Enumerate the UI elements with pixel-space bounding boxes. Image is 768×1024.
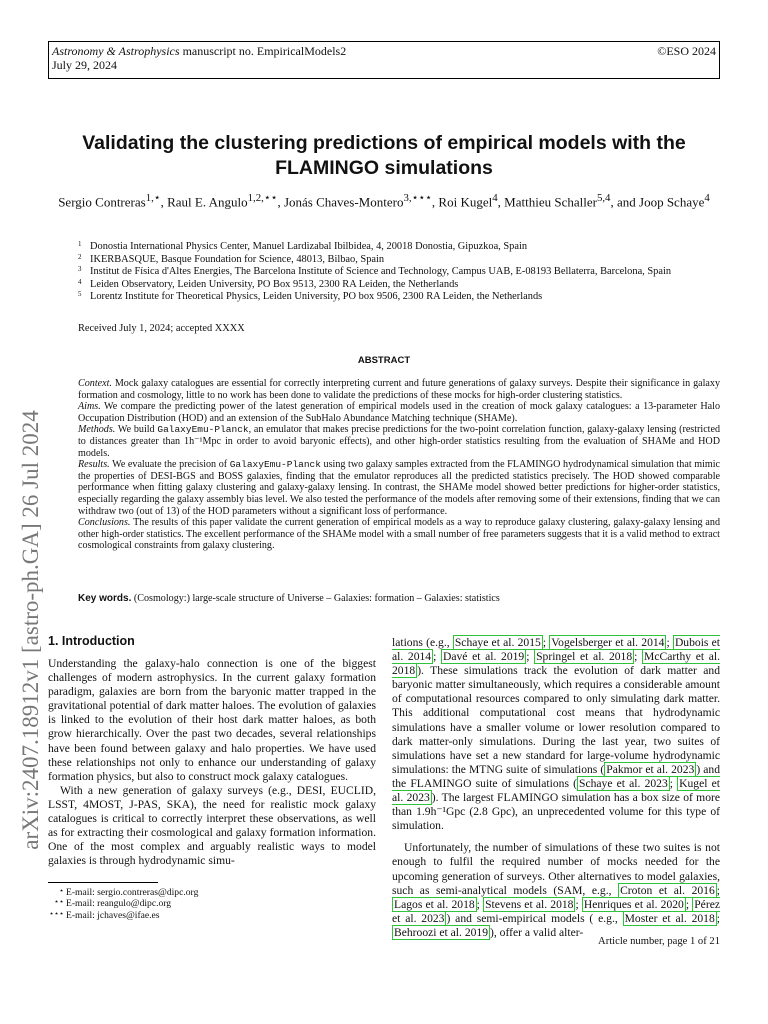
affiliation: 5 Lorentz Institute for Theoretical Physics, Leiden University, PO box 9506, 2300 RA Leiden, the Netherlands (78, 290, 543, 302)
citation-link[interactable]: Springel et al. 2018 (536, 650, 633, 664)
author-mark: 3,⋆⋆⋆ (403, 192, 432, 204)
column-right (392, 636, 720, 940)
author: Joop Schaye (639, 194, 705, 210)
author-mark: 1,⋆ (145, 192, 161, 204)
abstract-results: Results. We evaluate the precision of GalaxyEmu-Planck using two galaxy samples extracted from the FLAMINGO hydrodynamical simulation that mimic the properties of DESI-BGS and BOSS galaxies, finding that the emulator reproduces all the predicted statistics precisely. The HOD showed comparable performance when fitting galaxy clustering and galaxy-galaxy lensing. In contrast, the SHAMe model showed better predictions for higher-order statistics, especially regarding the galaxy assembly bias level. We also tested the performance of the models after removing some of their extensions, finding that we can withdraw two (out of 13) of the HOD parameters without a significant loss of performance. (78, 459, 721, 517)
affiliation: 2 IKERBASQUE, Basque Foundation for Science, 48013, Bilbao, Spain (78, 252, 385, 265)
header-journal (52, 44, 346, 72)
intro-paragraph: With a new generation of galaxy surveys (e.g., DESI, EUCLID, LSST, 4MOST, J-PAS, SKA), the need for realistic mock galaxy catalogues is critical to correctly interpret these observations, as well as for extracting their cosmological and galaxy formation information. One of the most complex and arguably realistic ways to model galaxies is through hydrodynamic simu- (48, 783, 376, 868)
affiliation: 1 Donostia International Physics Center, Manuel Lardizabal Ibilbidea, 4, 20018 Donostia, Gipuzkoa, Spain (78, 240, 528, 252)
footnote: ⋆⋆ E-mail: reangulo@dipc.org (53, 897, 172, 910)
citation-link[interactable]: Croton et al. 2016 (620, 883, 715, 897)
received-line: Received July 1, 2024; accepted XXXX (78, 323, 245, 334)
abstract-aims: Aims. We compare the predicting power of the latest generation of empirical models used in the creation of mock galaxy catalogues: a 13-parameter Halo Occupation Distribution (HOD) and an extension of the SubHalo Abundance Matching technique (SHAMe). (78, 401, 720, 424)
affiliations (78, 241, 720, 304)
intro-paragraph: lations (e.g., Schaye et al. 2015 ; Vogelsberger et al. 2014 ; Dubois et al. 2014 ; Davé et al. 2019 ; Springel et al. 2018 ; McCarthy et al. 2018 ). These simulations track the evolution of dark matter and baryonic matter simultaneously, which requires a considerable amount of computational resources compared to only simulating dark matter. This additional computational cost means that hydrodynamic simulations have a smaller volume or lower resolution compared to dark matter-only simulations. During the last year, two suites of simulations have set a new standard for large-volume hydrodynamic simulations: the MTNG suite of simulations ( Pakmor et al. 2023 ) and the FLAMINGO suite of simulations ( Schaye et al. 2023 ; Kugel et al. 2023 ). The largest FLAMINGO simulation has a box size of more than 1.9h⁻¹Gpc (2.8 Gpc), an unprecedented volume for this type of simulation. (392, 636, 721, 833)
section-heading: 1. Introduction (48, 634, 135, 648)
author-list: Sergio Contreras$^{1,⋆}$, Raul E. Angulo$^{1,2,⋆⋆}$, Jonás Chaves-Montero$^{3,⋆⋆⋆}$, Roi Kugel$^4$, Matthieu Schaller$^{5,4}$, and Joop Schaye$^4$ (58, 192, 710, 210)
author: Sergio Contreras (58, 194, 146, 210)
citation-link[interactable]: Schaye et al. 2023 (579, 776, 668, 790)
header-copyright: ©ESO 2024 (657, 44, 716, 58)
citation-link[interactable]: Davé et al. 2019 (442, 650, 525, 664)
abstract-context: Context. Mock galaxy catalogues are essential for correctly interpreting current and future generations of galaxy surveys. Despite their significance in galaxy formation and cosmology, little to no work has been done to validate the predictions of these mocks for high-order clustering statistics. (78, 378, 720, 401)
footnote: ⋆ E-mail: sergio.contreras@dipc.org (58, 886, 199, 898)
citation-link[interactable]: Henriques et al. 2020 (583, 897, 684, 911)
footnote: ⋆⋆⋆ E-mail: jchaves@ifae.es (48, 908, 160, 921)
header-date: July 29, 2024 (52, 58, 118, 72)
citation-link[interactable]: Moster et al. 2018 (624, 911, 715, 925)
author-mark: 4 (492, 192, 498, 204)
author-mark: 1,2,⋆⋆ (247, 192, 278, 204)
citation-link[interactable]: Pakmor et al. 2023 (606, 762, 695, 776)
citation-link[interactable]: Pérez et al. 2023 (392, 897, 720, 925)
keywords: Key words. (Cosmology:) large-scale structure of Universe – Galaxies: formation – Galaxies: statistics (78, 593, 500, 604)
citation-link[interactable]: Vogelsberger et al. 2014 (551, 636, 665, 649)
abstract-heading: ABSTRACT (357, 355, 411, 366)
citation-link[interactable]: Stevens et al. 2018 (485, 897, 574, 911)
citation-link[interactable]: Kugel et al. 2023 (392, 776, 720, 805)
intro-paragraph: Unfortunately, the number of simulations of these two suites is not enough to fulfil the required number of mocks needed for the upcoming generation of surveys. Other alternatives to model galaxies, such as semi-analytical models (SAM, e.g., Croton et al. 2016 ; Lagos et al. 2018 ; Stevens et al. 2018 ; Henriques et al. 2020 ; Pérez et al. 2023 ) and semi-empirical models ( e.g., Moster et al. 2018 ; Behroozi et al. 2019 ), offer a valid alter- (392, 841, 720, 939)
author-mark: 5,4 (596, 192, 611, 204)
abstract-conclusions: Conclusions. The results of this paper validate the current generation of empirical models as a way to reproduce galaxy clustering, galaxy-galaxy lensing and other high-order statistics. The excellent performance of the SHAMe model with a small number of free parameters suggests that it is a valid method to extract cosmological constraints from galaxy clustering. (78, 517, 720, 552)
citation-link[interactable]: Schaye et al. 2015 (454, 636, 541, 649)
abstract-methods: Methods. We build GalaxyEmu-Planck, an emulator that makes precise predictions for the two-point correlation function, galaxy-galaxy lensing (restricted to distances greater than 1h⁻¹Mpc in order to avoid baryonic effects), and other high-order statistics resulting from the evaluation of SHAMe and HOD models. (78, 424, 721, 459)
citation-link[interactable]: McCarthy et al. 2018 (392, 650, 720, 678)
affiliation: 3 Institut de Física d'Altes Energies, The Barcelona Institute of Science and Technology, Campus UAB, E-08193 Bellaterra, Barcelona, Spain (78, 265, 672, 277)
author-mark: 4 (704, 192, 710, 204)
arxiv-stamp-text: arXiv:2407.18912v1 [astro-ph.GA] 26 Jul 2024 (18, 410, 43, 850)
paper-title: Validating the clustering predictions of empirical models with the FLAMINGO simulations (82, 132, 686, 179)
intro-paragraph: Understanding the galaxy-halo connection is one of the biggest challenges of modern astrophysics. In the current galaxy formation paradigm, galaxies are born from the baryonic matter trapped in the gravitational potential of dark matter haloes. The evolution of galaxies is linked to the evolution of their host dark matter haloes, as both grow hierarchically. Over the past two decades, several relationships have been found between galaxy and halo properties. We have used these relationships not only to enhance our understanding of galaxy formation physics, but also to construct mock galaxy catalogues. (48, 657, 376, 783)
citation-link[interactable]: Lagos et al. 2018 (394, 897, 475, 911)
author: Matthieu Schaller (504, 194, 597, 210)
footnotes (48, 887, 376, 921)
citation-link[interactable]: Behroozi et al. 2019 (394, 925, 489, 939)
arxiv-stamp[interactable] (14, 300, 48, 960)
column-left (48, 657, 376, 868)
affiliation: 4 Leiden Observatory, Leiden University, PO Box 9513, 2300 RA Leiden, the Netherlands (78, 277, 459, 290)
journal-name: Astronomy & Astrophysics (52, 44, 180, 58)
manuscript-id: manuscript no. EmpiricalModels2 (182, 44, 347, 58)
author: Roi Kugel (438, 194, 493, 210)
author: Jonás Chaves-Montero (283, 194, 404, 210)
page-footer: Article number, page 1 of 21 (598, 936, 720, 947)
abstract-body (78, 378, 720, 552)
author: Raul E. Angulo (167, 194, 248, 210)
footnote-rule (48, 882, 158, 883)
citation-link[interactable]: Dubois et al. 2014 (392, 636, 721, 664)
